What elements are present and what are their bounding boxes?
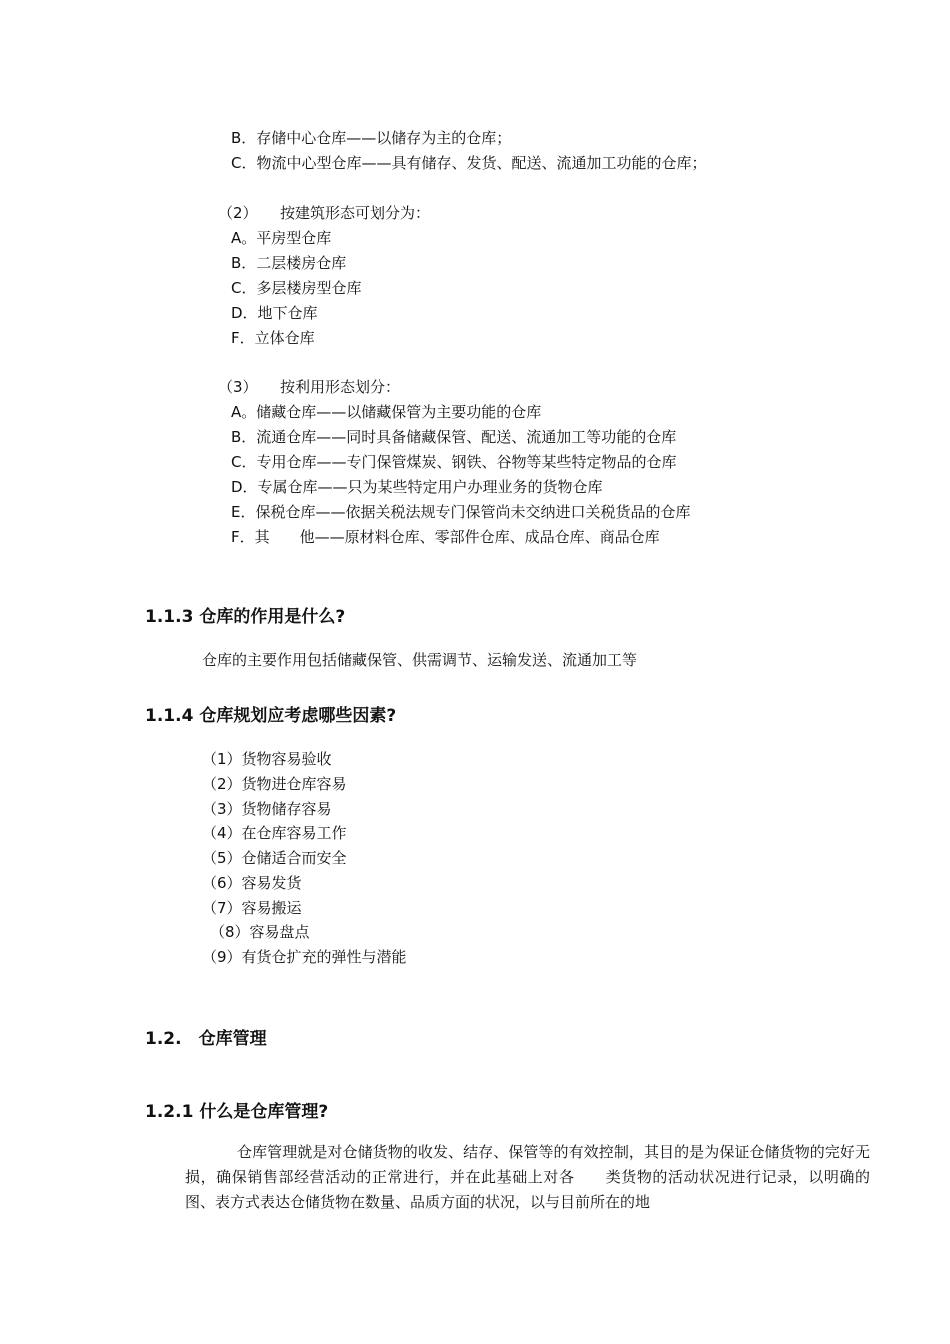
heading-1-1-3: 1.1.3 仓库的作用是什么? [145,607,346,627]
factor-item: （6）容易发货 [202,874,302,892]
section-title: （3） 按利用形态划分： [218,378,401,396]
factor-item: （1）货物容易验收 [202,750,332,768]
list-item: C．物流中心型仓库——具有储存、发货、配送、流通加工功能的仓库； [231,154,707,172]
section-title: （2） 按建筑形态可划分为： [218,204,431,222]
factor-item: （8）容易盘点 [210,923,310,941]
list-item: A。储藏仓库——以储藏保管为主要功能的仓库 [231,403,542,421]
list-item: A。平房型仓库 [231,229,332,247]
list-item: B．二层楼房仓库 [231,254,347,272]
list-item: D．专属仓库——只为某些特定用户办理业务的货物仓库 [231,478,603,496]
heading-1-1-4: 1.1.4 仓库规划应考虑哪些因素? [145,706,397,726]
factor-item: （2）货物进仓库容易 [202,775,347,793]
factor-item: （9）有货仓扩充的弹性与潜能 [202,948,407,966]
paragraph: 仓库管理就是对仓储货物的收发、结存、保管等的有效控制，其目的是为保证仓储货物的完好无损，确保销售部经营活动的正常进行，并在此基础上对各 类货物的活动状况进行记录，以明确的图、表方式表达仓储货物在数量、品质方面的状况，以与目前所在的地 [185,1143,870,1211]
factor-item: （3）货物储存容易 [202,800,332,818]
list-item: C．专用仓库——专门保管煤炭、钢铁、谷物等某些特定物品的仓库 [231,453,677,471]
list-item: B．流通仓库——同时具备储藏保管、配送、流通加工等功能的仓库 [231,428,677,446]
factor-item: （4）在仓库容易工作 [202,824,347,842]
list-item: F．立体仓库 [231,329,315,347]
list-item: E．保税仓库——依据关税法规专门保管尚未交纳进口关税货品的仓库 [231,503,691,521]
paragraph: 仓库的主要作用包括储藏保管、供需调节、运输发送、流通加工等 [202,651,638,669]
list-item: C．多层楼房型仓库 [231,279,362,297]
list-item: D．地下仓库 [231,304,318,322]
heading-1-2-1: 1.2.1 什么是仓库管理? [145,1102,329,1122]
list-item: B．存储中心仓库——以储存为主的仓库； [231,129,512,147]
factor-item: （5）仓储适合而安全 [202,849,347,867]
factor-item: （7）容易搬运 [202,899,302,917]
heading-1-2: 1.2. 仓库管理 [145,1029,267,1049]
list-item: F．其 他——原材料仓库、零部件仓库、成品仓库、商品仓库 [231,528,660,546]
